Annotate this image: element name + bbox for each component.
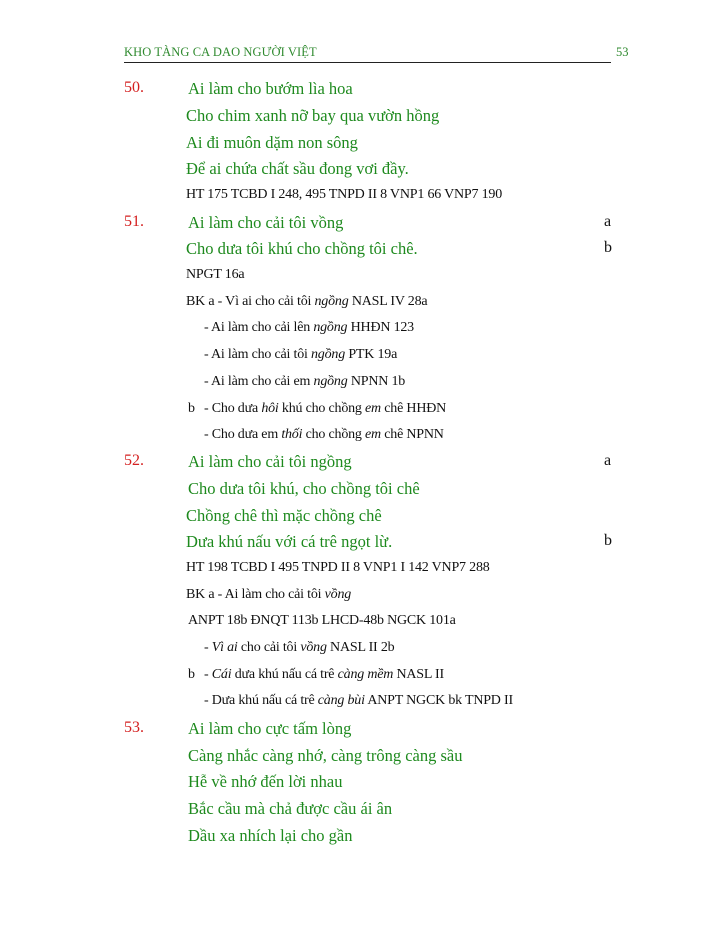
page-number: 53	[616, 45, 629, 59]
variant-line: ANPT 18b ĐNQT 113b LHCD-48b NGCK 101a	[188, 613, 456, 628]
variant-lead-b: b	[188, 667, 195, 682]
variant-line: - Dưa khú nấu cá trê càng bùi ANPT NGCK bk TNPD II	[204, 693, 513, 708]
verse-line: Ai làm cho cải tôi ngồng	[188, 452, 352, 471]
verse-line: Dưa khú nấu với cá trê ngọt lừ.	[186, 532, 393, 551]
variant-line: - Cái dưa khú nấu cá trê càng mềm NASL II	[204, 667, 444, 682]
source-reference: NPGT 16a	[186, 267, 245, 282]
line-mark-a: a	[604, 452, 612, 469]
variant-lead-b: b	[188, 401, 195, 416]
entry-number-50: 50.	[124, 79, 144, 96]
entry-number-53: 53.	[124, 719, 144, 736]
verse-line: Ai làm cho cải tôi vồng	[188, 213, 344, 232]
header-title: KHO TÀNG CA DAO NGƯỜI VIỆT	[124, 45, 317, 59]
verse-line: Ai làm cho bướm lìa hoa	[188, 79, 353, 98]
verse-line: Càng nhắc càng nhớ, càng trông càng sầu	[188, 746, 463, 765]
verse-line: Hễ về nhớ đến lời nhau	[188, 772, 343, 791]
variant-line: - Cho dưa em thối cho chồng em chê NPNN	[204, 427, 444, 442]
line-mark-b: b	[604, 239, 612, 256]
variant-line: BK a - Vì ai cho cải tôi ngồng NASL IV 28a	[186, 294, 428, 309]
page-header	[124, 44, 611, 63]
variant-line: - Ai làm cho cải lên ngồng HHĐN 123	[204, 320, 414, 335]
variant-line: - Cho dưa hôi khú cho chồng em chê HHĐN	[204, 401, 447, 416]
line-mark-a: a	[604, 213, 612, 230]
variant-line: BK a - Ai làm cho cải tôi vồng	[186, 587, 352, 602]
line-mark-b: b	[604, 532, 612, 549]
verse-line: Để ai chứa chất sầu đong vơi đầy.	[186, 159, 409, 178]
source-reference: HT 175 TCBD I 248, 495 TNPD II 8 VNP1 66 VNP7 190	[186, 187, 502, 202]
variant-line: - Vì ai cho cải tôi vồng NASL II 2b	[204, 640, 395, 655]
verse-line: Ai làm cho cực tấm lòng	[188, 719, 352, 738]
entry-number-52: 52.	[124, 452, 144, 469]
variant-line: - Ai làm cho cải tôi ngồng PTK 19a	[204, 347, 398, 362]
verse-line: Cho chim xanh nỡ bay qua vườn hồng	[186, 106, 440, 125]
verse-line: Dầu xa nhích lại cho gần	[188, 826, 353, 845]
verse-line: Cho dưa tôi khú cho chồng tôi chê.	[186, 239, 418, 258]
verse-line: Bắc cầu mà chả được cầu ái ân	[188, 799, 393, 818]
entry-number-51: 51.	[124, 213, 144, 230]
verse-line: Chồng chê thì mặc chồng chê	[186, 506, 382, 525]
source-reference: HT 198 TCBD I 495 TNPD II 8 VNP1 I 142 VNP7 288	[186, 560, 490, 575]
verse-line: Ai đi muôn dặm non sông	[186, 133, 358, 152]
verse-line: Cho dưa tôi khú, cho chồng tôi chê	[188, 479, 420, 498]
variant-line: - Ai làm cho cải em ngồng NPNN 1b	[204, 374, 406, 389]
